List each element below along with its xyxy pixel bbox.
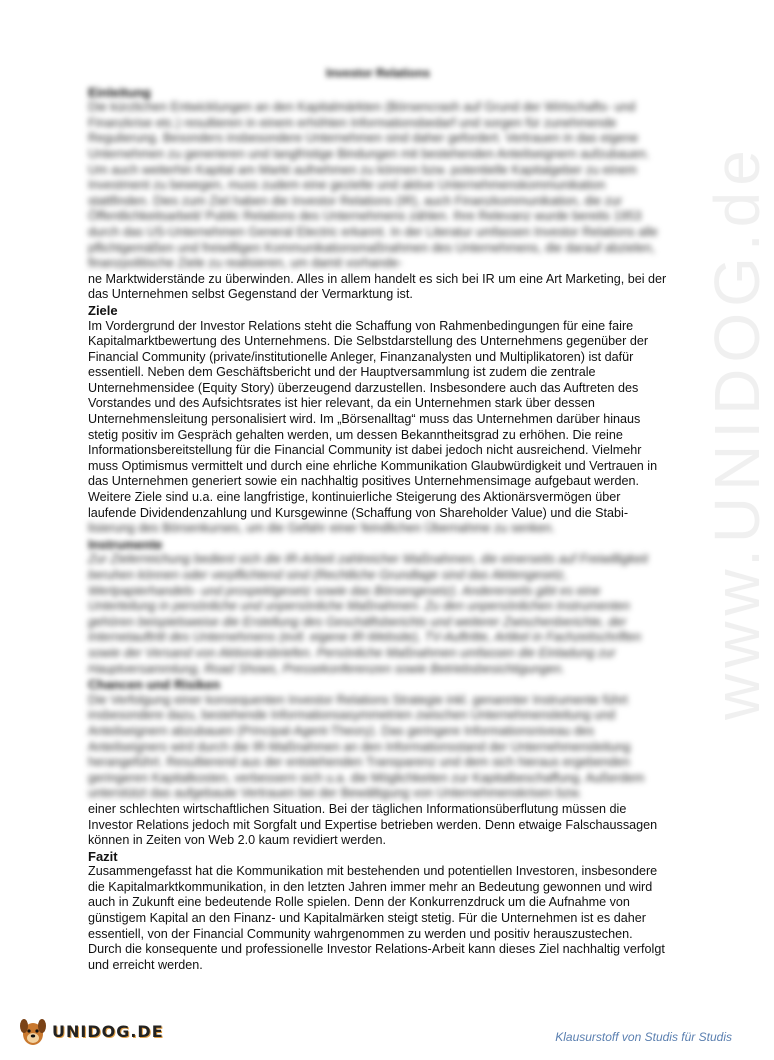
section-ziele xyxy=(88,303,668,537)
section-instrumente xyxy=(88,537,668,677)
dog-icon xyxy=(18,1014,48,1048)
unidog-logo[interactable] xyxy=(18,1014,164,1048)
blurred-paragraph: lisierung des Börsenkurses, um die Gefahr einer feindlichen Übernahme zu senken. xyxy=(88,521,555,536)
paragraph: Weitere Ziele sind u.a. eine langfristige, kontinuierliche Steigerung des Aktionärsvermögen über laufende Dividendenzahlung und Kursgewinne (Schaffung von Shareholder Value) und die Stabi- xyxy=(88,490,629,520)
paragraph: ne Marktwiderstände zu überwinden. Alles in allem handelt es sich bei IR um eine Art Marketing, bei der das Unternehmen selbst Gegenstand der Vermarktung ist. xyxy=(88,271,667,302)
section-chancen-risiken xyxy=(88,677,668,849)
paragraph: Zusammengefasst hat die Kommunikation mit bestehenden und potentiellen Investoren, insbesondere die Kapitalmarktkommunikation, in den letzten Jahren immer mehr an Bedeutung gewonnen und wird auch in Zukunft eine bedeutende Rolle spielen. Denn der Konkurrenzdruck um die Aufnahme von günstigem Kapital an den Finanz- und Kapitalmärken steigt stetig. Für die Unternehmen ist es daher essentiell, von der Financial Community wahrgenommen zu werden und positiv herauszustechen. Durch die konsequente und professionelle Investor Relations-Arbeit kann dieses Ziel nachhaltig verfolgt und erreicht werden. xyxy=(88,864,665,972)
document-body xyxy=(88,66,668,973)
watermark: www.UNIDOG.de xyxy=(701,144,773,720)
blurred-paragraph: Zur Zielerreichung bedient sich die IR-Arbeit zahlreicher Maßnahmen, die einerseits auf Freiwilligkeit beruhen können oder verpflichtend sind (Rechtliche Grundlage sind das Aktiengesetz, Wertpapierhandels- und prospektgesetz sowie das Börsengesetz). Andererseits gibt es eine Unterteilung in persönliche und unpersönliche Maßnahmen. Zu den unpersönlichen Instrumenten gehören beispielsweise die Erstellung des Geschäftsberichts und weiterer Zwischenberichte, der Internetauftritt des Unternehmens (evtl. eigene IR-Website), TV-Auftritte, Artikel in Fachzeitschriften sowie der Versand von Aktionärsbriefen. Persönliche Maßnahmen umfassen die Einladung zur Hauptversammlung, Road Shows, Pressekonferenzen sowie Betriebsbesichtigungen. xyxy=(88,552,648,676)
logo-text: UNIDOG.DE xyxy=(52,1021,164,1041)
section-heading: Ziele xyxy=(88,302,118,318)
section-fazit xyxy=(88,849,668,974)
document-title: Investor Relations xyxy=(325,66,431,80)
footer-tagline: Klausurstoff von Studis für Studis xyxy=(555,1030,732,1044)
blurred-paragraph: Die kürzlichen Entwicklungen an den Kapitalmärkten (Börsencrash auf Grund der Wirtschafts- und Finanzkrise etc.) resultieren in einem erhöhten Informationsbedarf und sorgen für zunehmende Regulierung. Besonders insbesondere Unternehmen sind daher gefordert. Vertrauen in das eigene Unternehmen zu generieren und langfristige Bindungen mit bestehenden Anteilseignern aufzubauen. Um auch weiterhin Kapital am Markt aufnehmen zu können bzw. potentielle Kapitalgeber zu einem Investment zu bewegen, muss zudem eine gezielte und aktive Unternehmenskommunikation stattfinden. Dies zum Ziel haben die Investor Relations (IR), auch Finanzkommunikation, die zur Öffentlichkeitsarbeit/ Public Relations des Unternehmens zählen. Ihre Relevanz wurde bereits 1953 durch das US-Unternehmen General Electric erkannt. In der Literatur umfassen Investor Relations alle pflichtgemäßen und freiwilligen Kommunikationsmaßnahmen des Unternehmens, die darauf abzielen, finanzpolitische Ziele zu realisieren, um damit vorhande- xyxy=(88,100,658,271)
section-heading: Instrumente xyxy=(88,536,163,552)
paragraph: Im Vordergrund der Investor Relations steht die Schaffung von Rahmenbedingungen für eine faire Kapitalmarktbewertung des Unternehmens. Die Selbstdarstellung des Unternehmens gegenüber der Financial Community (private/institutionelle Anleger, Finanzanalysten und Multiplikatoren) ist dafür essentiell. Neben dem Geschäftsbericht und der Hauptversammlung ist zudem die zentrale Unternehmensidee (Equity Story) überzeugend darzustellen. Insbesondere auch das Auftreten des Vorstandes und des Aufsichtsrates ist hier relevant, da ein Unternehmen stark über dessen Unternehmensleitung personalisiert wird. Im „Börsenalltag“ muss das Unternehmen darüber hinaus stetig positiv im Gespräch gehalten werden, um dessen Bekanntheitsgrad zu erhöhen. Die reine Informationsbereitstellung für die Financial Community ist dabei jedoch nicht ausreichend. Vielmehr muss Optimismus vermittelt und durch eine ehrliche Kommunikation Glaubwürdigkeit und Vertrauen in das Unternehmen generiert sowie ein nachhaltig positives Unternehmensimage aufgebaut werden. xyxy=(88,318,658,489)
section-heading: Fazit xyxy=(88,848,118,864)
section-einleitung xyxy=(88,85,668,303)
section-heading: Einleitung xyxy=(88,84,151,100)
blurred-paragraph: Die Verfolgung einer konsequenten Investor Relations Strategie inkl. genannter Instrumente führt insbesondere dazu, bestehende Informationsasymmetrien zwischen Unternehmensleitung und Anteilseignern abzubauen (Principal-Agent-Theory). Das geringere Informationsniveau des Anteilseigners wird durch die IR-Maßnahmen an den Informationsstand der Unternehmensleitung herangeführt. Resultierend aus der entstehenden Transparenz und dem sich hieraus ergebenden geringeren Kapitalkosten, verbessern sich u.a. die Möglichkeiten zur Kapitalbeschaffung. Außerdem unterstützt das aufgebaute Vertrauen bei der Bewältigung von Unternehmenskrisen bzw. xyxy=(88,692,645,801)
paragraph: einer schlechten wirtschaftlichen Situation. Bei der täglichen Informationsüberflutung müssen die Investor Relations jedoch mit Sorgfalt und Expertise betrieben werden. Denn etwaige Falschaussagen können in Zeiten von Web 2.0 kaum revidiert werden. xyxy=(88,801,658,848)
section-heading: Chancen und Risiken xyxy=(88,677,221,693)
page-footer xyxy=(0,1010,750,1060)
